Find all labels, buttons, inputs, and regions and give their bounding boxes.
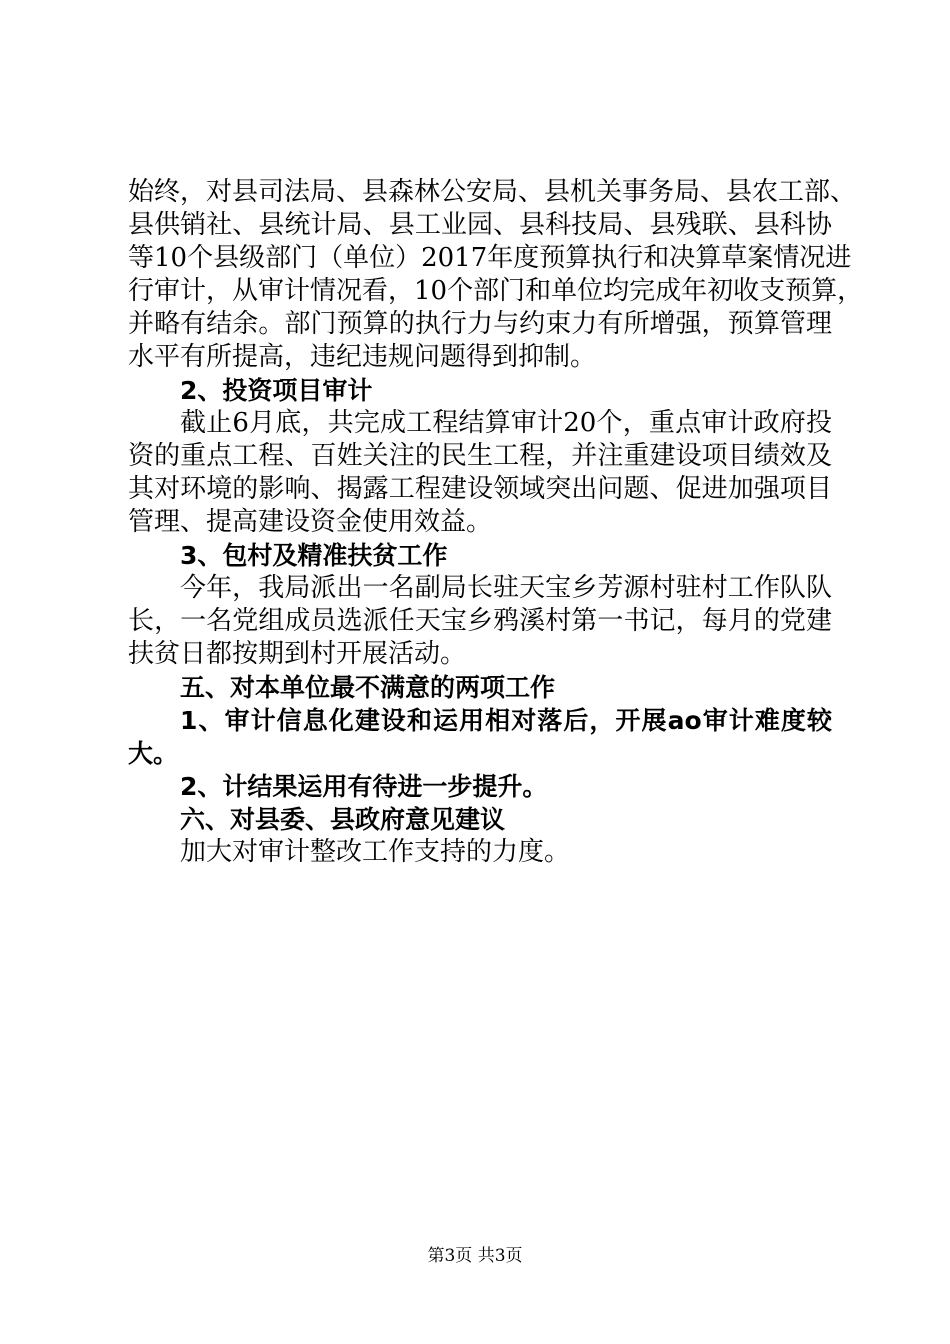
paragraph-line: 县供销社、县统计局、县工业园、县科技局、县残联、县科协 (128, 210, 832, 240)
document-body (128, 176, 864, 869)
paragraph-line: 加大对审计整改工作支持的力度。 (180, 837, 571, 867)
paragraph-line: 扶贫日都按期到村开展活动。 (128, 639, 467, 669)
section-heading: 2、投资项目审计 (180, 376, 373, 405)
section-heading: 3、包村及精准扶贫工作 (180, 541, 448, 570)
section-item: 2、计结果运用有待进一步提升。 (180, 772, 548, 801)
paragraph-line: 始终，对县司法局、县森林公安局、县机关事务局、县农工部、 (128, 177, 857, 207)
paragraph-line: 并略有结余。部门预算的执行力与约束力有所增强，预算管理 (128, 309, 832, 339)
section-heading: 六、对县委、县政府意见建议 (180, 805, 506, 834)
section-item: 1、审计信息化建设和运用相对落后，开展ao审计难度较 (180, 706, 832, 735)
section-item: 大。 (128, 739, 179, 768)
paragraph-line: 截止6月底，共完成工程结算审计20个，重点审计政府投 (180, 408, 832, 438)
section-heading: 五、对本单位最不满意的两项工作 (180, 673, 556, 702)
paragraph-line: 其对环境的影响、揭露工程建设领域突出问题、促进加强项目 (128, 474, 832, 504)
paragraph-line: 资的重点工程、百姓关注的民生工程，并注重建设项目绩效及 (128, 441, 832, 471)
paragraph-line: 行审计，从审计情况看，10个部门和单位均完成年初收支预算， (128, 276, 864, 306)
page-footer: 第3页 共3页 (427, 1246, 523, 1266)
paragraph-line: 等10个县级部门（单位）2017年度预算执行和决算草案情况进 (128, 243, 852, 273)
paragraph-line: 管理、提高建设资金使用效益。 (128, 507, 493, 537)
paragraph-line: 水平有所提高，违纪违规问题得到抑制。 (128, 342, 597, 372)
paragraph-line: 长，一名党组成员选派任天宝乡鸦溪村第一书记，每月的党建 (128, 606, 832, 636)
paragraph-line: 今年，我局派出一名副局长驻天宝乡芳源村驻村工作队队 (180, 573, 832, 603)
